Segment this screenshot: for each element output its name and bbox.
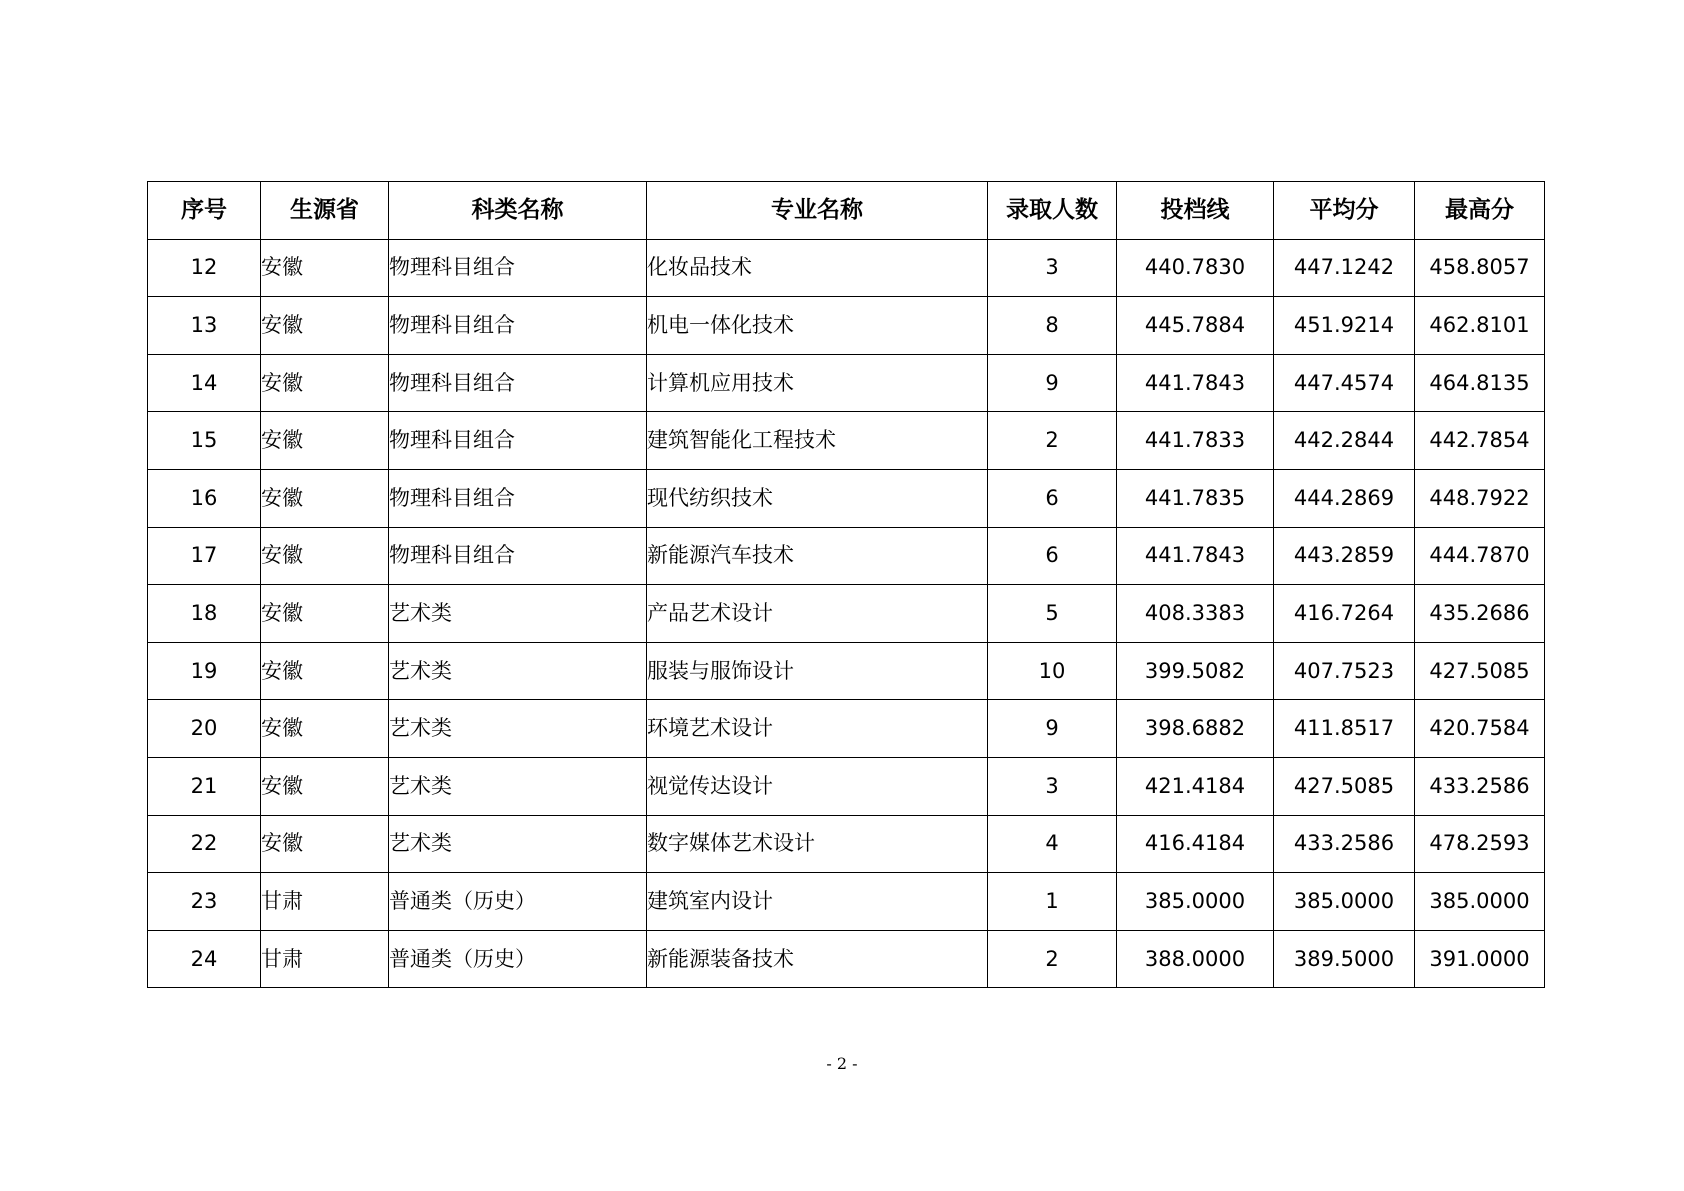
cell-major: 新能源装备技术 xyxy=(647,930,988,988)
cell-average-score: 427.5085 xyxy=(1274,757,1415,815)
cell-average-score: 447.4574 xyxy=(1274,354,1415,412)
table-row xyxy=(148,930,1545,988)
header-index: 序号 xyxy=(148,182,261,240)
cell-average-score: 444.2869 xyxy=(1274,469,1415,527)
cell-province: 安徽 xyxy=(261,757,389,815)
cell-average-score: 451.9214 xyxy=(1274,297,1415,355)
cell-admitted-count: 1 xyxy=(988,873,1117,931)
cell-admitted-count: 6 xyxy=(988,469,1117,527)
cell-cutoff-score: 441.7833 xyxy=(1117,412,1274,470)
cell-average-score: 442.2844 xyxy=(1274,412,1415,470)
cell-cutoff-score: 441.7843 xyxy=(1117,527,1274,585)
cell-category: 物理科目组合 xyxy=(389,297,647,355)
cell-highest-score: 435.2686 xyxy=(1415,585,1545,643)
header-category: 科类名称 xyxy=(389,182,647,240)
cell-index: 17 xyxy=(148,527,261,585)
cell-province: 安徽 xyxy=(261,412,389,470)
cell-index: 24 xyxy=(148,930,261,988)
cell-average-score: 447.1242 xyxy=(1274,239,1415,297)
table-row xyxy=(148,873,1545,931)
cell-category: 艺术类 xyxy=(389,700,647,758)
cell-admitted-count: 3 xyxy=(988,757,1117,815)
cell-highest-score: 462.8101 xyxy=(1415,297,1545,355)
cell-category: 艺术类 xyxy=(389,642,647,700)
cell-admitted-count: 2 xyxy=(988,930,1117,988)
table-row xyxy=(148,585,1545,643)
cell-category: 艺术类 xyxy=(389,815,647,873)
table-row xyxy=(148,757,1545,815)
cell-province: 安徽 xyxy=(261,585,389,643)
cell-major: 环境艺术设计 xyxy=(647,700,988,758)
cell-cutoff-score: 385.0000 xyxy=(1117,873,1274,931)
cell-major: 数字媒体艺术设计 xyxy=(647,815,988,873)
cell-cutoff-score: 416.4184 xyxy=(1117,815,1274,873)
cell-category: 艺术类 xyxy=(389,585,647,643)
cell-highest-score: 464.8135 xyxy=(1415,354,1545,412)
cell-province: 安徽 xyxy=(261,700,389,758)
cell-category: 物理科目组合 xyxy=(389,354,647,412)
cell-major: 视觉传达设计 xyxy=(647,757,988,815)
cell-category: 物理科目组合 xyxy=(389,412,647,470)
cell-cutoff-score: 399.5082 xyxy=(1117,642,1274,700)
header-cutoff-score: 投档线 xyxy=(1117,182,1274,240)
cell-category: 普通类（历史） xyxy=(389,930,647,988)
cell-admitted-count: 10 xyxy=(988,642,1117,700)
cell-major: 产品艺术设计 xyxy=(647,585,988,643)
table-row xyxy=(148,354,1545,412)
cell-index: 23 xyxy=(148,873,261,931)
table-row xyxy=(148,527,1545,585)
cell-major: 机电一体化技术 xyxy=(647,297,988,355)
cell-major: 新能源汽车技术 xyxy=(647,527,988,585)
cell-highest-score: 385.0000 xyxy=(1415,873,1545,931)
cell-average-score: 407.7523 xyxy=(1274,642,1415,700)
cell-cutoff-score: 388.0000 xyxy=(1117,930,1274,988)
admission-scores-table xyxy=(147,181,1545,988)
cell-province: 甘肃 xyxy=(261,873,389,931)
cell-admitted-count: 2 xyxy=(988,412,1117,470)
cell-province: 安徽 xyxy=(261,354,389,412)
cell-cutoff-score: 398.6882 xyxy=(1117,700,1274,758)
cell-highest-score: 427.5085 xyxy=(1415,642,1545,700)
cell-highest-score: 391.0000 xyxy=(1415,930,1545,988)
cell-highest-score: 458.8057 xyxy=(1415,239,1545,297)
cell-highest-score: 448.7922 xyxy=(1415,469,1545,527)
cell-highest-score: 433.2586 xyxy=(1415,757,1545,815)
cell-province: 安徽 xyxy=(261,527,389,585)
cell-major: 建筑智能化工程技术 xyxy=(647,412,988,470)
cell-cutoff-score: 440.7830 xyxy=(1117,239,1274,297)
header-admitted-count: 录取人数 xyxy=(988,182,1117,240)
cell-index: 13 xyxy=(148,297,261,355)
cell-province: 甘肃 xyxy=(261,930,389,988)
table-row xyxy=(148,297,1545,355)
table-row xyxy=(148,815,1545,873)
cell-province: 安徽 xyxy=(261,815,389,873)
cell-category: 物理科目组合 xyxy=(389,527,647,585)
cell-index: 19 xyxy=(148,642,261,700)
cell-average-score: 411.8517 xyxy=(1274,700,1415,758)
cell-province: 安徽 xyxy=(261,469,389,527)
table-row xyxy=(148,412,1545,470)
page-number: - 2 - xyxy=(826,1054,858,1073)
cell-major: 服装与服饰设计 xyxy=(647,642,988,700)
cell-category: 普通类（历史） xyxy=(389,873,647,931)
cell-index: 22 xyxy=(148,815,261,873)
cell-major: 计算机应用技术 xyxy=(647,354,988,412)
cell-index: 15 xyxy=(148,412,261,470)
cell-cutoff-score: 441.7835 xyxy=(1117,469,1274,527)
cell-admitted-count: 5 xyxy=(988,585,1117,643)
cell-index: 12 xyxy=(148,239,261,297)
cell-major: 化妆品技术 xyxy=(647,239,988,297)
cell-admitted-count: 9 xyxy=(988,354,1117,412)
cell-cutoff-score: 441.7843 xyxy=(1117,354,1274,412)
table-row xyxy=(148,642,1545,700)
cell-cutoff-score: 421.4184 xyxy=(1117,757,1274,815)
cell-index: 18 xyxy=(148,585,261,643)
table-header-row xyxy=(148,182,1545,240)
cell-index: 20 xyxy=(148,700,261,758)
cell-category: 物理科目组合 xyxy=(389,239,647,297)
cell-admitted-count: 3 xyxy=(988,239,1117,297)
cell-average-score: 433.2586 xyxy=(1274,815,1415,873)
cell-cutoff-score: 445.7884 xyxy=(1117,297,1274,355)
cell-admitted-count: 9 xyxy=(988,700,1117,758)
cell-average-score: 443.2859 xyxy=(1274,527,1415,585)
cell-category: 艺术类 xyxy=(389,757,647,815)
header-province: 生源省 xyxy=(261,182,389,240)
cell-province: 安徽 xyxy=(261,297,389,355)
cell-average-score: 385.0000 xyxy=(1274,873,1415,931)
cell-average-score: 416.7264 xyxy=(1274,585,1415,643)
header-highest-score: 最高分 xyxy=(1415,182,1545,240)
cell-highest-score: 442.7854 xyxy=(1415,412,1545,470)
cell-admitted-count: 6 xyxy=(988,527,1117,585)
table-row xyxy=(148,239,1545,297)
cell-province: 安徽 xyxy=(261,642,389,700)
cell-category: 物理科目组合 xyxy=(389,469,647,527)
cell-index: 14 xyxy=(148,354,261,412)
header-average-score: 平均分 xyxy=(1274,182,1415,240)
cell-highest-score: 420.7584 xyxy=(1415,700,1545,758)
cell-highest-score: 478.2593 xyxy=(1415,815,1545,873)
cell-province: 安徽 xyxy=(261,239,389,297)
cell-admitted-count: 4 xyxy=(988,815,1117,873)
cell-admitted-count: 8 xyxy=(988,297,1117,355)
cell-average-score: 389.5000 xyxy=(1274,930,1415,988)
table-row xyxy=(148,700,1545,758)
table-row xyxy=(148,469,1545,527)
cell-major: 建筑室内设计 xyxy=(647,873,988,931)
header-major: 专业名称 xyxy=(647,182,988,240)
cell-cutoff-score: 408.3383 xyxy=(1117,585,1274,643)
cell-highest-score: 444.7870 xyxy=(1415,527,1545,585)
cell-major: 现代纺织技术 xyxy=(647,469,988,527)
cell-index: 16 xyxy=(148,469,261,527)
cell-index: 21 xyxy=(148,757,261,815)
